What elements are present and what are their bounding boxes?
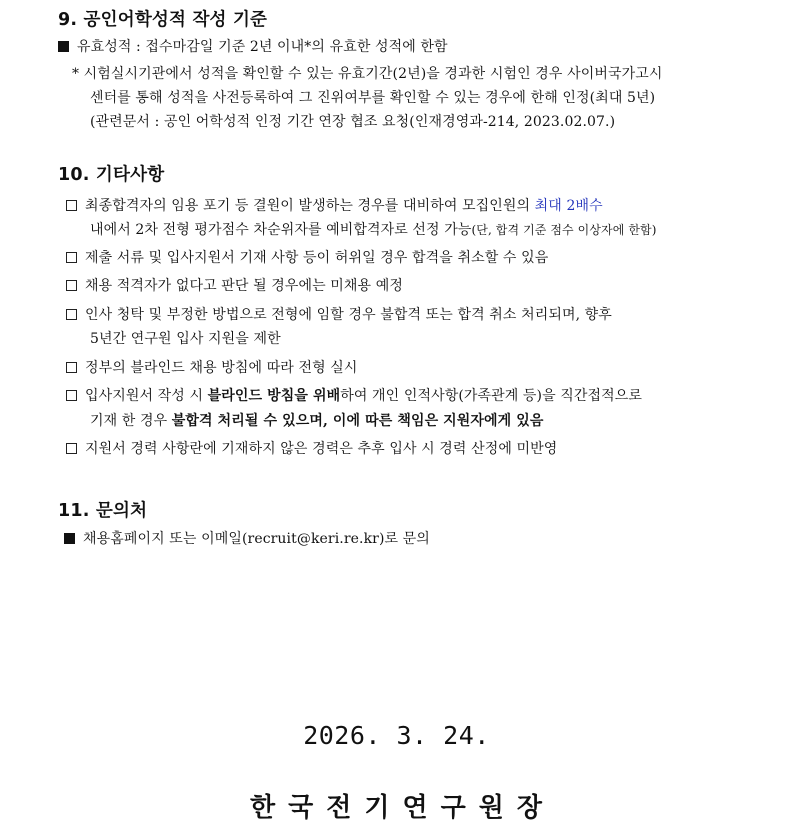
item-6-text-3: 기재 한 경우 <box>90 413 172 429</box>
checkbox-icon <box>66 309 77 320</box>
section-9-note-line1: * 시험실시기관에서 성적을 확인할 수 있는 유효기간(2년)을 경과한 시험인 경우 사이버국가고시 <box>72 66 663 82</box>
square-bullet-icon <box>58 41 69 52</box>
checkbox-icon <box>66 252 77 263</box>
section-10-item-6 <box>66 385 642 405</box>
document-date: 2026. 3. 24. <box>303 721 490 750</box>
section-9-note-line3: (관련문서 : 공인 어학성적 인정 기간 연장 협조 요청(인재경영과-214, 2023.02.07.) <box>90 114 616 130</box>
section-9-note-line2: 센터를 통해 성적을 사전등록하여 그 진위여부를 확인할 수 있는 경우에 한해 인정(최대 5년) <box>90 90 656 106</box>
section-9-item <box>58 36 448 56</box>
item-1-text: 최종합격자의 임용 포기 등 결원이 발생하는 경우를 대비하여 모집인원의 <box>85 198 535 214</box>
item-1-note: (단, 합격 기준 점수 이상자에 한함) <box>471 223 657 237</box>
item-5-text: 정부의 블라인드 채용 방침에 따라 전형 실시 <box>85 360 358 376</box>
item-6-text: 입사지원서 작성 시 <box>85 388 208 404</box>
item-6-text-2: 하여 개인 인적사항(가족관계 등)을 직간접적으로 <box>340 388 643 404</box>
section-10-item-3 <box>66 275 403 295</box>
section-11-item-text: 채용홈페이지 또는 이메일(recruit@keri.re.kr)로 문의 <box>83 531 430 547</box>
checkbox-icon <box>66 200 77 211</box>
square-bullet-icon <box>64 533 75 544</box>
section-10-item-7 <box>66 438 557 458</box>
section-10-item-4-cont: 5년간 연구원 입사 지원을 제한 <box>90 331 281 347</box>
checkbox-icon <box>66 443 77 454</box>
checkbox-icon <box>66 362 77 373</box>
section-10-item-1 <box>66 195 603 215</box>
section-9-title: 9. 공인어학성적 작성 기준 <box>58 10 268 30</box>
section-10-item-5 <box>66 357 358 377</box>
item-1-text-cont: 내에서 2차 전형 평가점수 차순위자를 예비합격자로 선정 가능 <box>90 222 472 238</box>
item-4-text: 인사 청탁 및 부정한 방법으로 전형에 임할 경우 불합격 또는 합격 취소 처리되며, 향후 <box>85 307 612 323</box>
section-10-item-6-cont <box>90 410 544 430</box>
item-2-text: 제출 서류 및 입사지원서 기재 사항 등이 허위일 경우 합격을 취소할 수 있음 <box>85 250 549 266</box>
checkbox-icon <box>66 280 77 291</box>
section-10-item-1-cont <box>90 219 657 239</box>
item-6-bold-2: 불합격 처리될 수 있으며, 이에 따른 책임은 지원자에게 있음 <box>171 413 544 429</box>
item-6-bold-1: 블라인드 방침을 위배 <box>207 388 341 404</box>
issuer-name: 한국전기연구원장 <box>250 793 555 823</box>
item-7-text: 지원서 경력 사항란에 기재하지 않은 경력은 추후 입사 시 경력 산정에 미반영 <box>85 441 558 457</box>
section-10-item-4 <box>66 304 612 324</box>
item-1-highlight: 최대 2배수 <box>534 198 603 214</box>
item-3-text: 채용 적격자가 없다고 판단 될 경우에는 미채용 예정 <box>85 278 403 294</box>
checkbox-icon <box>66 390 77 401</box>
section-10-item-2 <box>66 247 548 267</box>
section-11-item <box>64 528 430 548</box>
section-11-title: 11. 문의처 <box>58 501 148 521</box>
section-10-title: 10. 기타사항 <box>58 165 165 185</box>
section-9-item-text: 유효성적 : 접수마감일 기준 2년 이내*의 유효한 성적에 한함 <box>77 39 448 55</box>
